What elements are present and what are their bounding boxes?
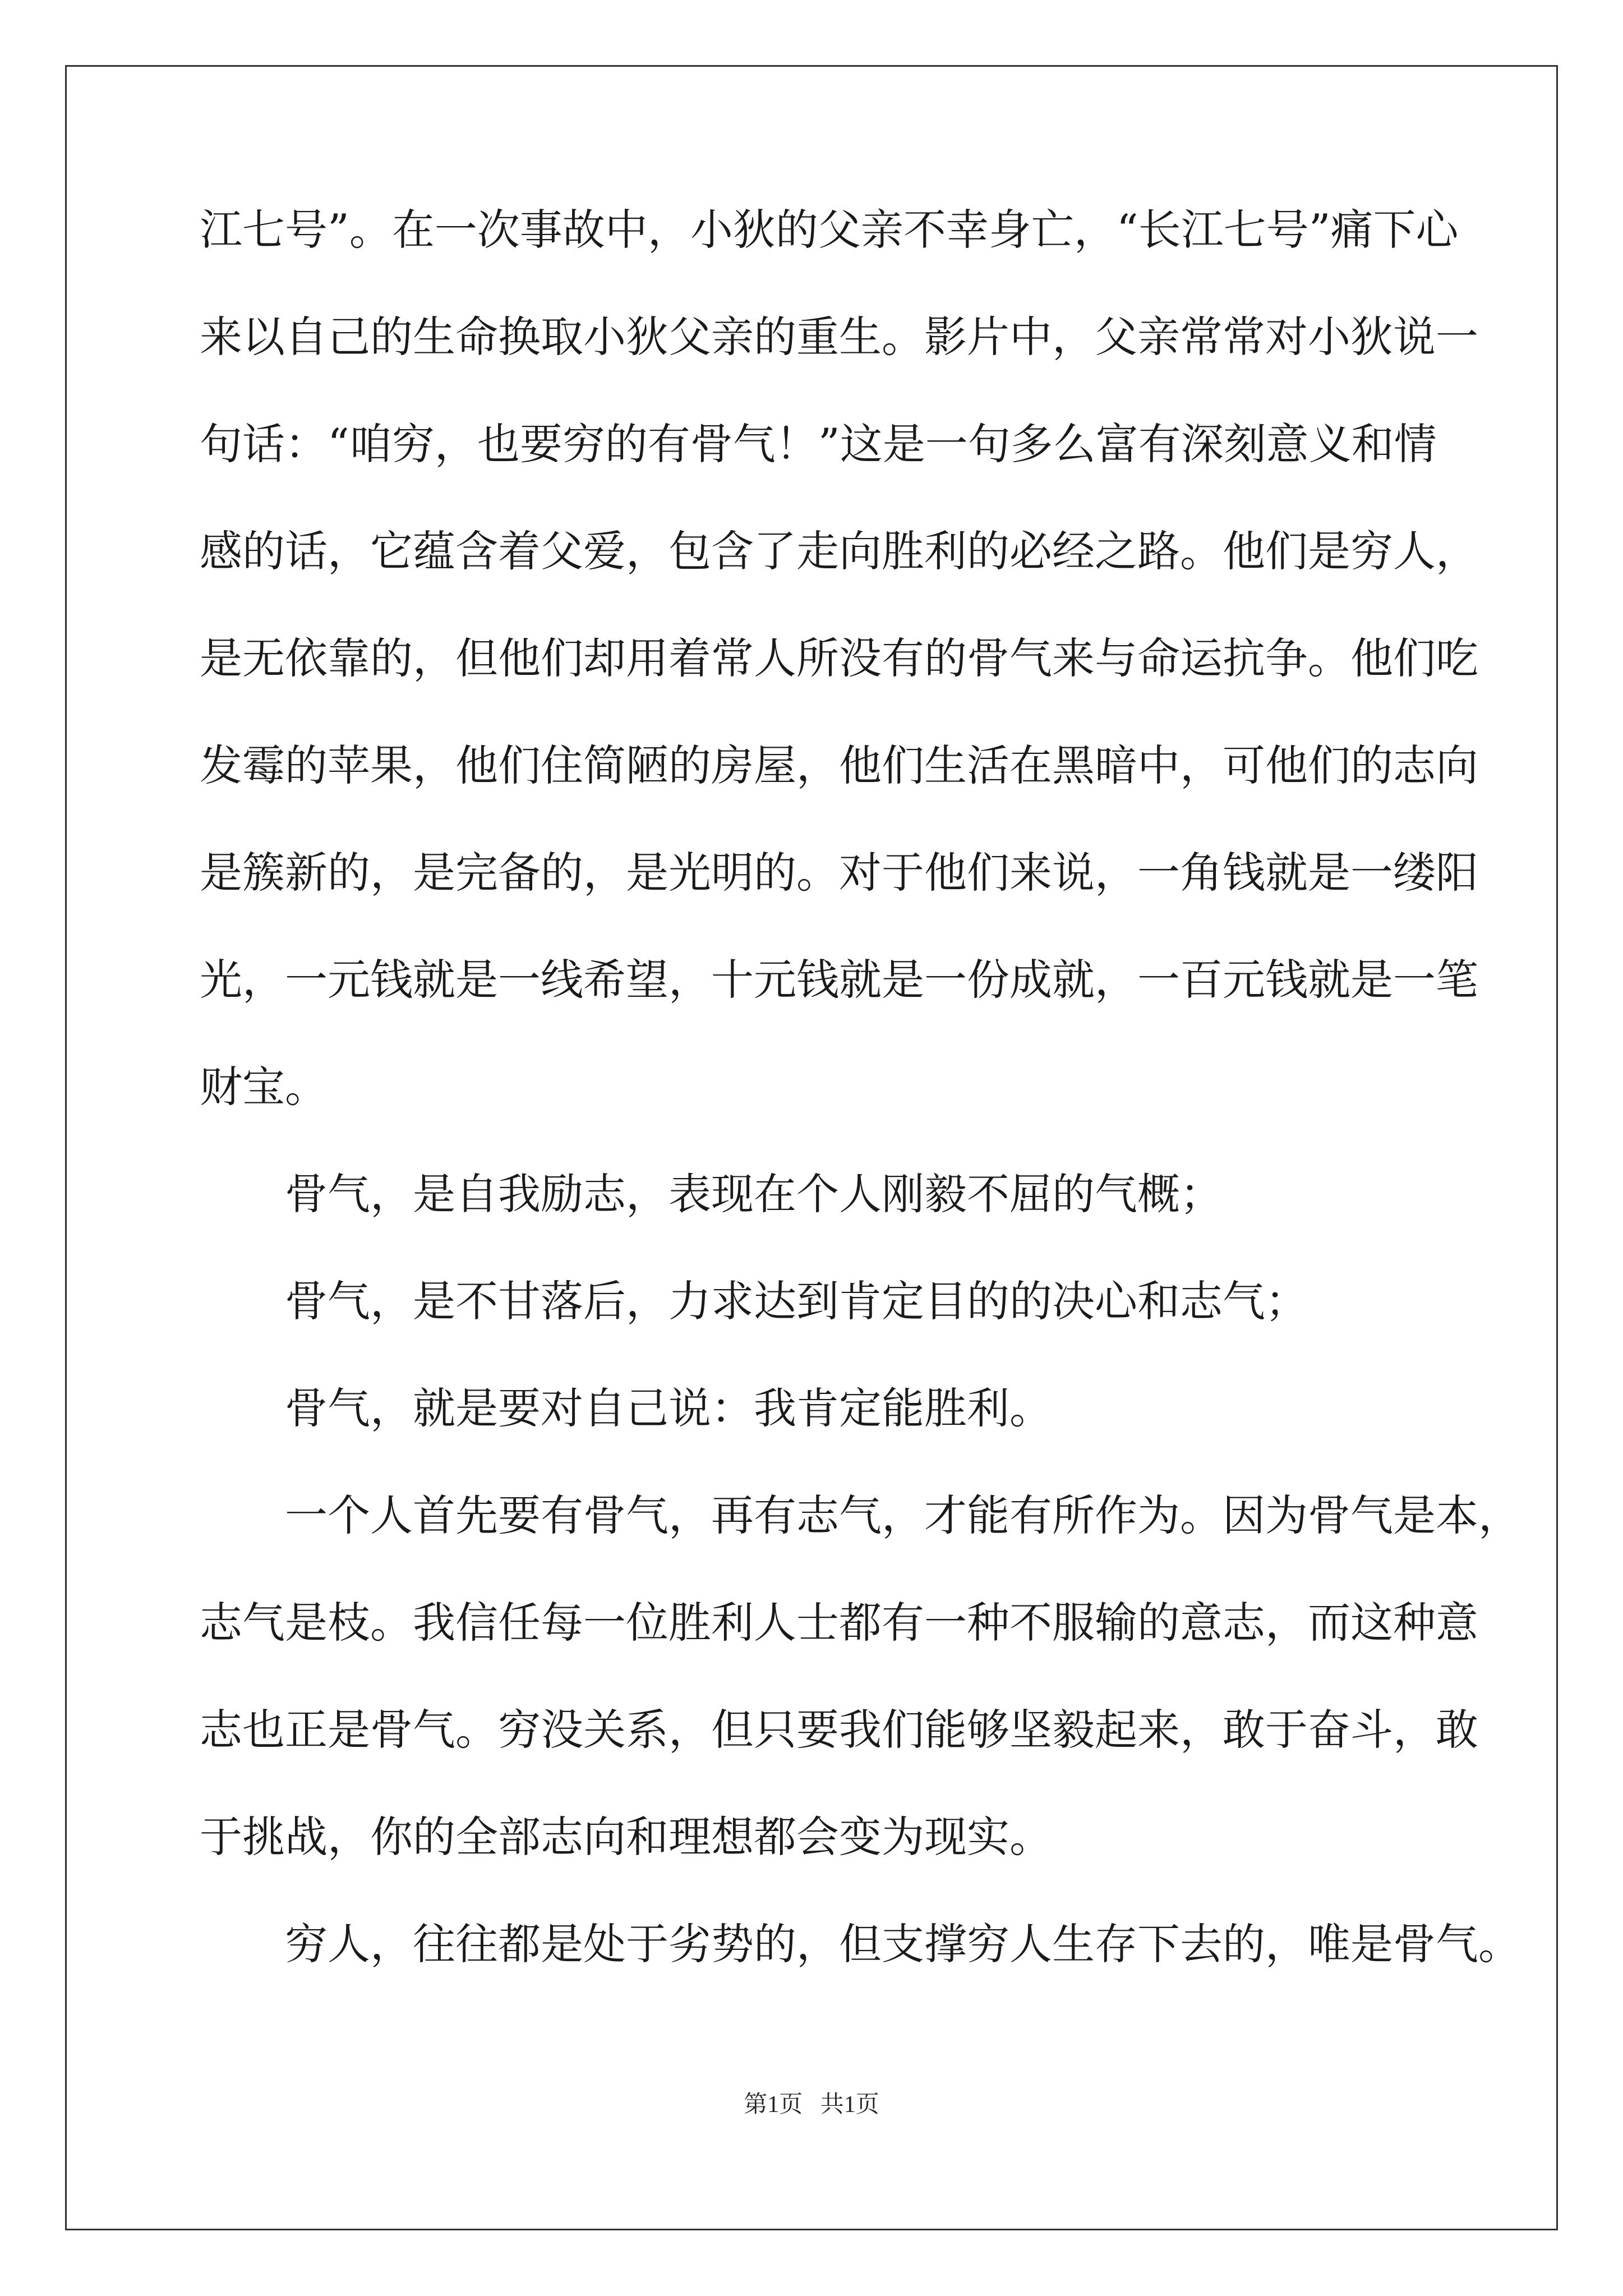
text-line: 感的话，它蕴含着父爱，包含了走向胜利的必经之路。他们是穷人，: [200, 526, 1478, 576]
page-number-footer: 第1页 共1页: [744, 2092, 879, 2118]
text-line: 志也正是骨气。穷没关系，但只要我们能够坚毅起来，敢于奋斗，敢: [200, 1705, 1478, 1755]
text-line: 穷人，往往都是处于劣势的，但支撑穷人生存下去的，唯是骨气。: [285, 1919, 1521, 1969]
text-line: 骨气，就是要对自己说：我肯定能胜利。: [285, 1383, 1052, 1433]
text-line: 财宝。: [200, 1062, 328, 1112]
text-line: 光，一元钱就是一线希望，十元钱就是一份成就，一百元钱就是一笔: [200, 955, 1478, 1005]
text-line: 句话：“咱穷，也要穷的有骨气！”这是一句多么富有深刻意义和情: [200, 419, 1437, 469]
text-line: 是无依靠的，但他们却用着常人所没有的骨气来与命运抗争。他们吃: [200, 633, 1478, 683]
text-line: 志气是枝。我信任每一位胜利人士都有一种不服输的意志，而这种意: [200, 1598, 1478, 1648]
text-line: 江七号”。在一次事故中，小狄的父亲不幸身亡，“长江七号”痛下心: [200, 205, 1459, 255]
text-line: 骨气，是自我励志，表现在个人刚毅不屈的气概；: [285, 1169, 1223, 1219]
text-line: 是簇新的，是完备的，是光明的。对于他们来说，一角钱就是一缕阳: [200, 848, 1478, 898]
text-line: 一个人首先要有骨气，再有志气，才能有所作为。因为骨气是本，: [285, 1490, 1521, 1540]
text-line: 于挑战，你的全部志向和理想都会变为现实。: [200, 1812, 1052, 1862]
text-line: 骨气，是不甘落后，力求达到肯定目的的决心和志气；: [285, 1276, 1308, 1326]
text-line: 来以自己的生命换取小狄父亲的重生。影片中，父亲常常对小狄说一: [200, 312, 1478, 362]
text-line: 发霉的苹果，他们住简陋的房屋，他们生活在黑暗中，可他们的志向: [200, 740, 1478, 790]
document-body: [200, 203, 1521, 2024]
